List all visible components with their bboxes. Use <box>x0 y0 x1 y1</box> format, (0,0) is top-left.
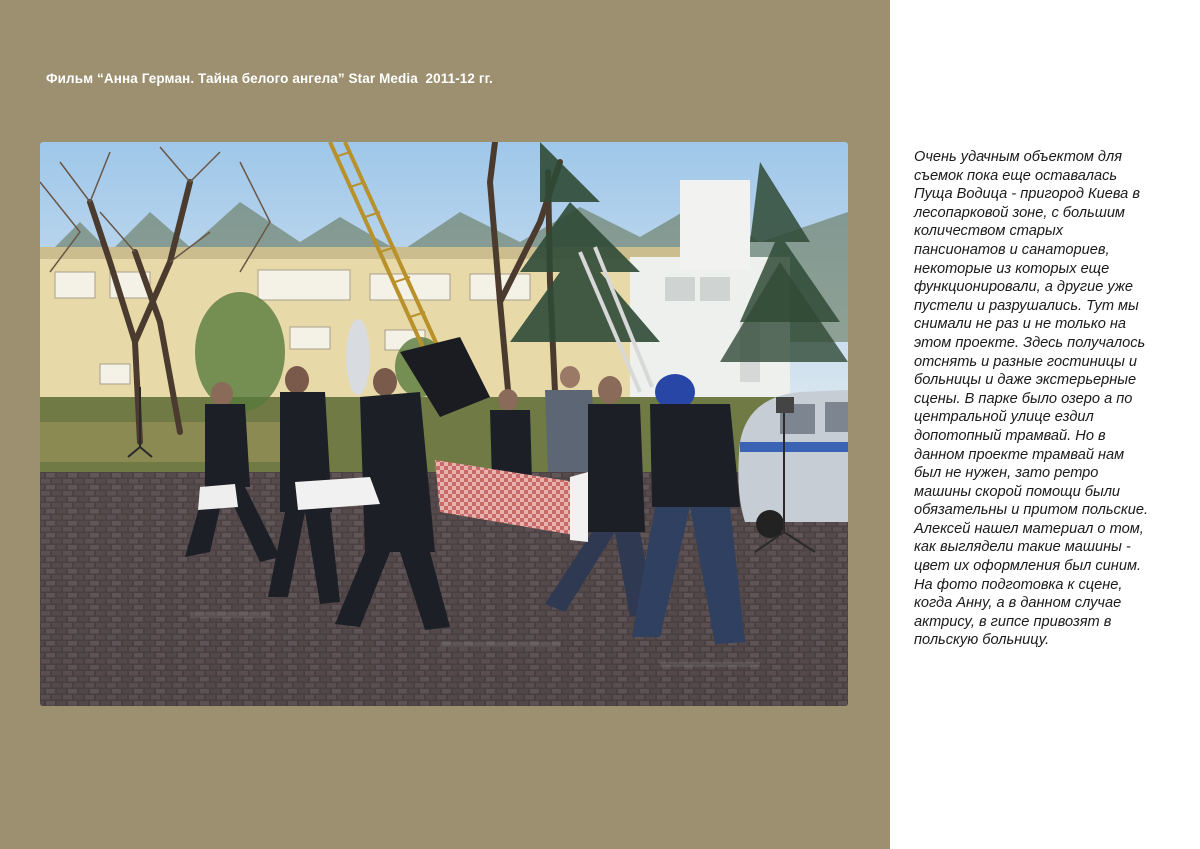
caption-line: съемок пока еще оставалась <box>914 167 1118 184</box>
caption-line: допотопный трамвай. Но в <box>914 427 1106 444</box>
caption-line: Пуща Водица - пригород Киева в <box>914 186 1140 203</box>
caption-line: функционировали, а другие уже <box>914 279 1134 296</box>
caption-line: На фото подготовка к сцене, <box>914 576 1123 593</box>
caption-line: как выглядели такие машины - <box>914 539 1131 556</box>
caption-line: польскую больницу. <box>914 632 1050 649</box>
caption-line: обязательны и притом польские. <box>914 502 1149 519</box>
caption-line: этом проекте. Здесь получалось <box>914 334 1146 351</box>
caption-line: данном проекте трамвай нам <box>914 446 1125 463</box>
caption-line: лесопарковой зоне, с большим <box>914 204 1125 221</box>
caption-line: Алексей нашел материал о том, <box>914 520 1144 537</box>
caption-line: некоторые из которых еще <box>914 260 1110 277</box>
photo-caption <box>914 148 1176 650</box>
caption-line: пансионатов и санаториев, <box>914 241 1110 258</box>
caption-line: снимали не раз и не только на <box>914 316 1127 333</box>
caption-line: количеством старых <box>914 223 1064 240</box>
caption-line: отснять и разные гостиницы и <box>914 353 1138 370</box>
caption-line: больницы и даже экстерьерные <box>914 372 1137 389</box>
caption-line: Очень удачным объектом для <box>914 149 1123 165</box>
caption-line: пустели и разрушались. Тут мы <box>914 297 1139 314</box>
caption-line: был не нужен, зато ретро <box>914 465 1099 482</box>
caption-line: сцены. В парке было озеро а по <box>914 390 1133 407</box>
caption-line: когда Анну, а в данном случае <box>914 595 1122 612</box>
caption-line: машины скорой помощи были <box>914 483 1121 500</box>
caption-line: центральной улице ездил <box>914 409 1094 426</box>
caption-line: цвет их оформления был синим. <box>914 558 1142 575</box>
page-title: Фильм “Анна Герман. Тайна белого ангела” Star Media 2011-12 гг. <box>46 71 493 86</box>
film-set-photo <box>40 142 848 706</box>
film-set-photo-illustration <box>40 142 848 706</box>
caption-line: актрису, в гипсе привозят в <box>914 613 1112 630</box>
